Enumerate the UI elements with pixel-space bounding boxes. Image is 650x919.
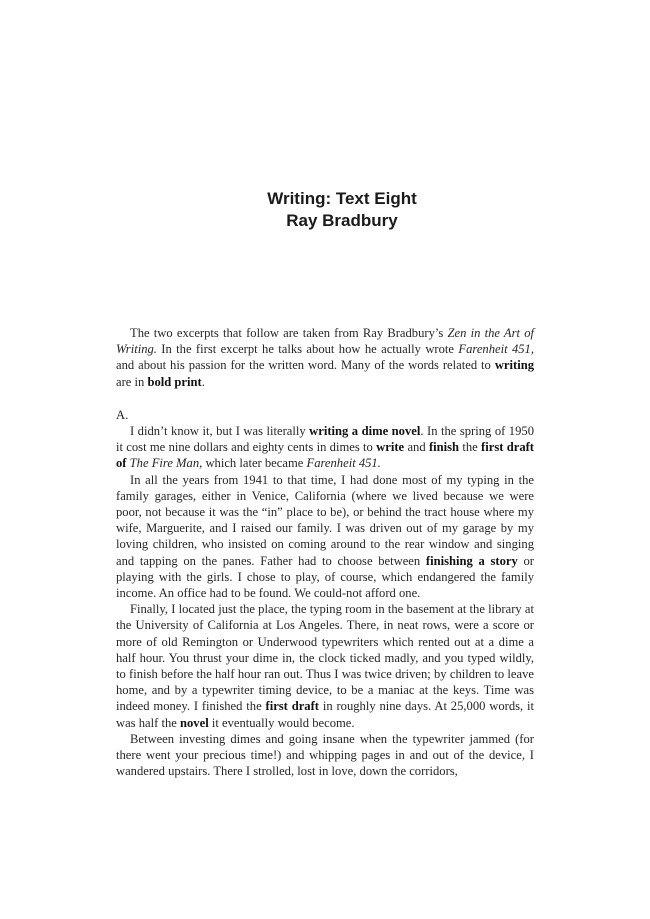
paragraph-4 — [116, 731, 534, 780]
intro-paragraph — [116, 325, 534, 390]
bold-term: writing a dime novel — [309, 424, 421, 439]
italic-title: Farenheit 451. — [306, 456, 381, 471]
intro-text: In the first excerpt he talks about how he actually wrote — [156, 342, 459, 357]
paragraph-text: in roughly nine days. At 25,000 words, it was half the — [116, 699, 535, 730]
paragraph-text: Finally, I located just the place, the typing room in the basement at the library at the University of California at Los Angeles. There, in neat rows, were a score or more of old Remington or Underwood typewriters which rented out at a dime a half hour. You thrust your dime in, the clock ticked madly, and you typed wildly, to finish before the half hour ran out. Thus I was twice driven; by children to leave home, and by a typewriter timing device, to be a maniac at the keys. Time was indeed money. I finished the — [116, 602, 534, 714]
section-label: A. — [116, 407, 129, 422]
chapter-heading — [0, 188, 650, 232]
italic-title: The Fire Man, — [129, 456, 203, 471]
bold-term: novel — [180, 715, 209, 730]
bold-term: bold print — [147, 374, 202, 389]
bold-term: finish — [428, 440, 460, 455]
paragraph-3 — [116, 601, 534, 731]
paragraph-text: or playing with the girls. I chose to play, of course, which endangered the family income. An office had to be found. We could-not afford one. — [116, 553, 534, 601]
paragraph-text: and — [404, 440, 429, 455]
paragraph-text: In all the years from 1941 to that time, I had done most of my typing in the family garages, either in Venice, California (where we lived because we were poor, not because it was the “in” place to be), or behind the tract house where my wife, Marguerite, and I raised our family. I was driven out of my garage by my loving children, who insisted on coming around to the rear window and singing and tapping on the panes. Father had to choose between — [116, 472, 534, 568]
chapter-author: Ray Bradbury — [286, 211, 398, 230]
intro-text: and about his passion for the written word. Many of the words related to — [116, 358, 495, 373]
intro-text: The two excerpts that follow are taken from Ray Bradbury’s — [130, 326, 448, 340]
paragraph-text: which later became — [202, 456, 307, 471]
paragraph-text: it eventually would become. — [208, 715, 355, 730]
paragraph-text: Between investing dimes and going insane when the typewriter jammed (for there went your precious time!) and whipping pages in and out of the device, I wandered upstairs. There I strolled, lost in love, down the corridors, — [116, 731, 534, 779]
book-title: Zen in the Art of Writing. — [116, 326, 535, 357]
bold-term: writing — [494, 358, 534, 373]
intro-text: . — [201, 374, 205, 389]
bold-term: first draft — [265, 699, 319, 714]
paragraph-1 — [116, 423, 534, 472]
paragraph-text: I didn’t know it, but I was literally — [130, 424, 310, 439]
paragraph-text: the — [459, 440, 482, 455]
bold-term: finishing a story — [425, 553, 518, 568]
paragraph-text: . In the spring of 1950 it cost me nine dollars and eighty cents in dimes to — [116, 424, 534, 455]
body-text — [116, 325, 534, 779]
chapter-title: Writing: Text Eight — [267, 189, 417, 208]
bold-term: write — [376, 440, 405, 455]
novel-title: Farenheit 451, — [458, 342, 534, 357]
intro-text: are in — [116, 374, 148, 389]
paragraph-2 — [116, 472, 534, 602]
bold-term: first draft of — [116, 440, 535, 471]
